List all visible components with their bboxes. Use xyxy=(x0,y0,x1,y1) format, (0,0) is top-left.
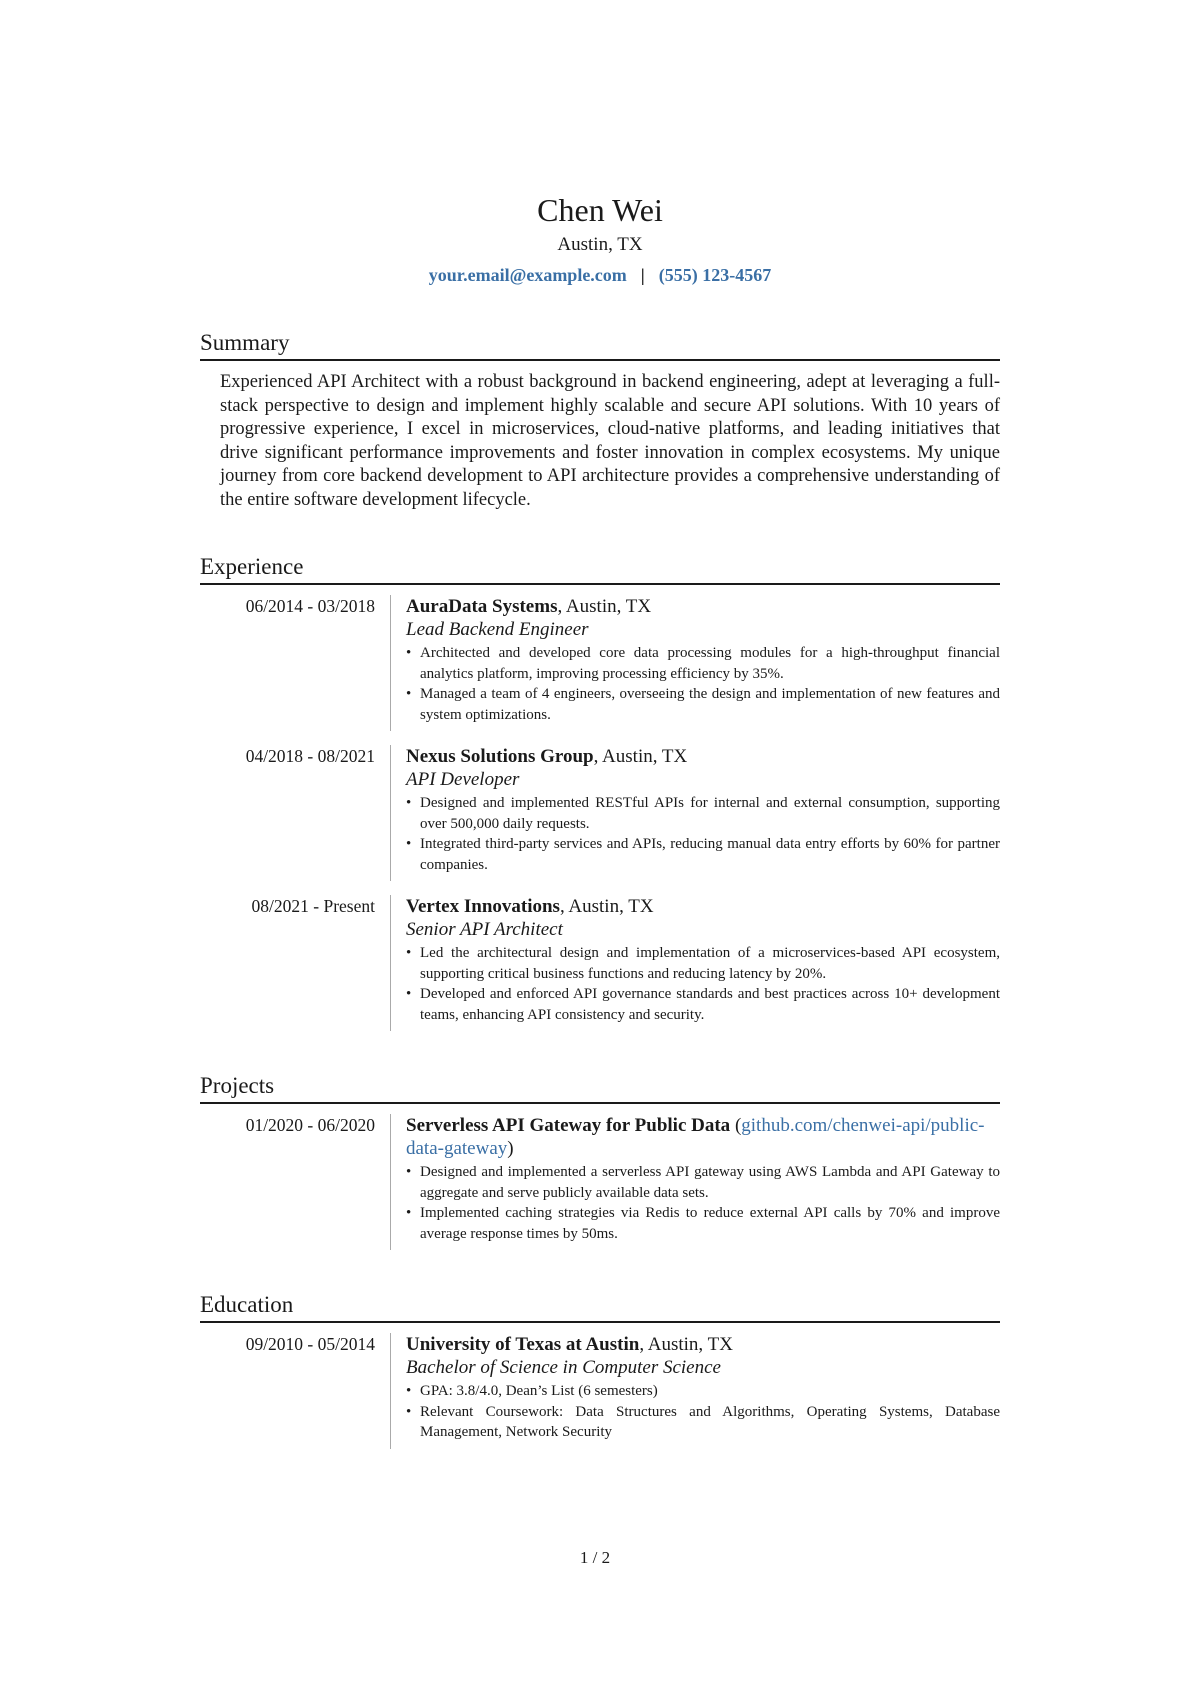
resume-page xyxy=(200,190,1000,1449)
entry-dates: 04/2018 - 08/2021 xyxy=(245,746,375,766)
experience-entry xyxy=(200,745,1000,881)
education-entry xyxy=(200,1333,1000,1449)
education-title: Education xyxy=(200,1290,1000,1323)
page-number: 1 / 2 xyxy=(579,1548,611,1567)
bullet-item: • Led the architectural design and implementation of a microservices-based API ecosystem, supporting critical business functions and reducing latency by 20%. xyxy=(406,943,1000,984)
contact-line xyxy=(200,262,1000,288)
entry-role: Senior API Architect xyxy=(406,919,563,940)
entry-body xyxy=(390,595,1000,731)
entry-org-line xyxy=(406,595,1000,618)
entry-dates: 08/2021 - Present xyxy=(251,896,375,916)
entry-location: , Austin, TX xyxy=(559,896,654,917)
contact-separator: | xyxy=(640,265,645,285)
bullet-item: • Implemented caching strategies via Redis to reduce external API calls by 70% and improve average response times by 50ms. xyxy=(406,1203,1000,1244)
entry-bullets xyxy=(406,643,1000,725)
entry-org-line xyxy=(406,745,1000,768)
entry-dates: 01/2020 - 06/2020 xyxy=(245,1115,375,1135)
bullet-item: • Architected and developed core data processing modules for a high-throughput financial analytics platform, improving processing efficiency by 35%. xyxy=(406,643,1000,684)
paren-close: ) xyxy=(507,1138,514,1159)
project-entry xyxy=(200,1114,1000,1250)
project-name: Serverless API Gateway for Public Data xyxy=(406,1115,731,1136)
entry-body xyxy=(390,745,1000,881)
phone-link[interactable]: (555) 123-4567 xyxy=(658,265,772,285)
experience-title: Experience xyxy=(200,552,1000,585)
entry-role: Bachelor of Science in Computer Science xyxy=(406,1357,721,1378)
entry-org-line xyxy=(406,895,1000,918)
entry-org: Vertex Innovations xyxy=(406,896,560,917)
experience-entry xyxy=(200,895,1000,1031)
email-link[interactable]: your.email@example.com xyxy=(428,265,627,285)
entry-role: Lead Backend Engineer xyxy=(406,619,589,640)
bullet-item: • Relevant Coursework: Data Structures and Algorithms, Operating Systems, Database Management, Network Security xyxy=(406,1402,1000,1443)
summary-text: Experienced API Architect with a robust background in backend engineering, adept at leveraging a full-stack perspective to design and implement highly scalable and secure API solutions. With 10 years of progressive experience, I excel in microservices, cloud-native platforms, and leading initiatives that drive significant performance improvements and foster innovation in complex ecosystems. My unique journey from core backend development to API architecture provides a comprehensive understanding of the entire software development lifecycle. xyxy=(220,372,1000,510)
entry-body xyxy=(390,895,1000,1031)
entry-location: , Austin, TX xyxy=(639,1334,733,1355)
entry-org: AuraData Systems xyxy=(406,596,558,617)
experience-entry xyxy=(200,595,1000,731)
entry-org: Nexus Solutions Group xyxy=(406,746,594,767)
entry-location: , Austin, TX xyxy=(557,596,652,617)
candidate-name: Chen Wei xyxy=(537,192,663,228)
bullet-item: • Developed and enforced API governance standards and best practices across 10+ development teams, enhancing API consistency and security. xyxy=(406,984,1000,1025)
entry-org-line xyxy=(406,1333,1000,1356)
entry-location: , Austin, TX xyxy=(593,746,688,767)
entry-body xyxy=(390,1333,1000,1449)
entry-bullets xyxy=(406,1381,1000,1443)
resume-header xyxy=(200,190,1000,288)
bullet-item: • Designed and implemented RESTful APIs for internal and external consumption, supporting over 500,000 daily requests. xyxy=(406,793,1000,834)
entry-bullets xyxy=(406,793,1000,875)
entry-bullets xyxy=(406,1162,1000,1244)
summary-section xyxy=(200,328,1000,512)
entry-org: University of Texas at Austin xyxy=(406,1334,640,1355)
candidate-location: Austin, TX xyxy=(557,234,643,255)
bullet-item: • Integrated third-party services and APIs, reducing manual data entry efforts by 60% for partner companies. xyxy=(406,834,1000,875)
entry-body xyxy=(390,1114,1000,1250)
entry-dates: 06/2014 - 03/2018 xyxy=(245,596,375,616)
bullet-item: • GPA: 3.8/4.0, Dean’s List (6 semesters) xyxy=(406,1381,1000,1402)
bullet-item: • Designed and implemented a serverless API gateway using AWS Lambda and API Gateway to aggregate and serve publicly available data sets. xyxy=(406,1162,1000,1203)
entry-bullets xyxy=(406,943,1000,1025)
entry-role: API Developer xyxy=(406,769,520,790)
education-section xyxy=(200,1290,1000,1449)
experience-section xyxy=(200,552,1000,1031)
project-title-line xyxy=(406,1114,1000,1160)
entry-dates: 09/2010 - 05/2014 xyxy=(245,1334,375,1354)
summary-title: Summary xyxy=(200,328,1000,361)
project-link[interactable]: github.com/chenwei-api/public-data-gateway xyxy=(406,1115,985,1159)
projects-section xyxy=(200,1071,1000,1250)
projects-title: Projects xyxy=(200,1071,1000,1104)
bullet-item: • Managed a team of 4 engineers, overseeing the design and implementation of new features and system optimizations. xyxy=(406,684,1000,725)
paren-open: ( xyxy=(730,1115,742,1136)
